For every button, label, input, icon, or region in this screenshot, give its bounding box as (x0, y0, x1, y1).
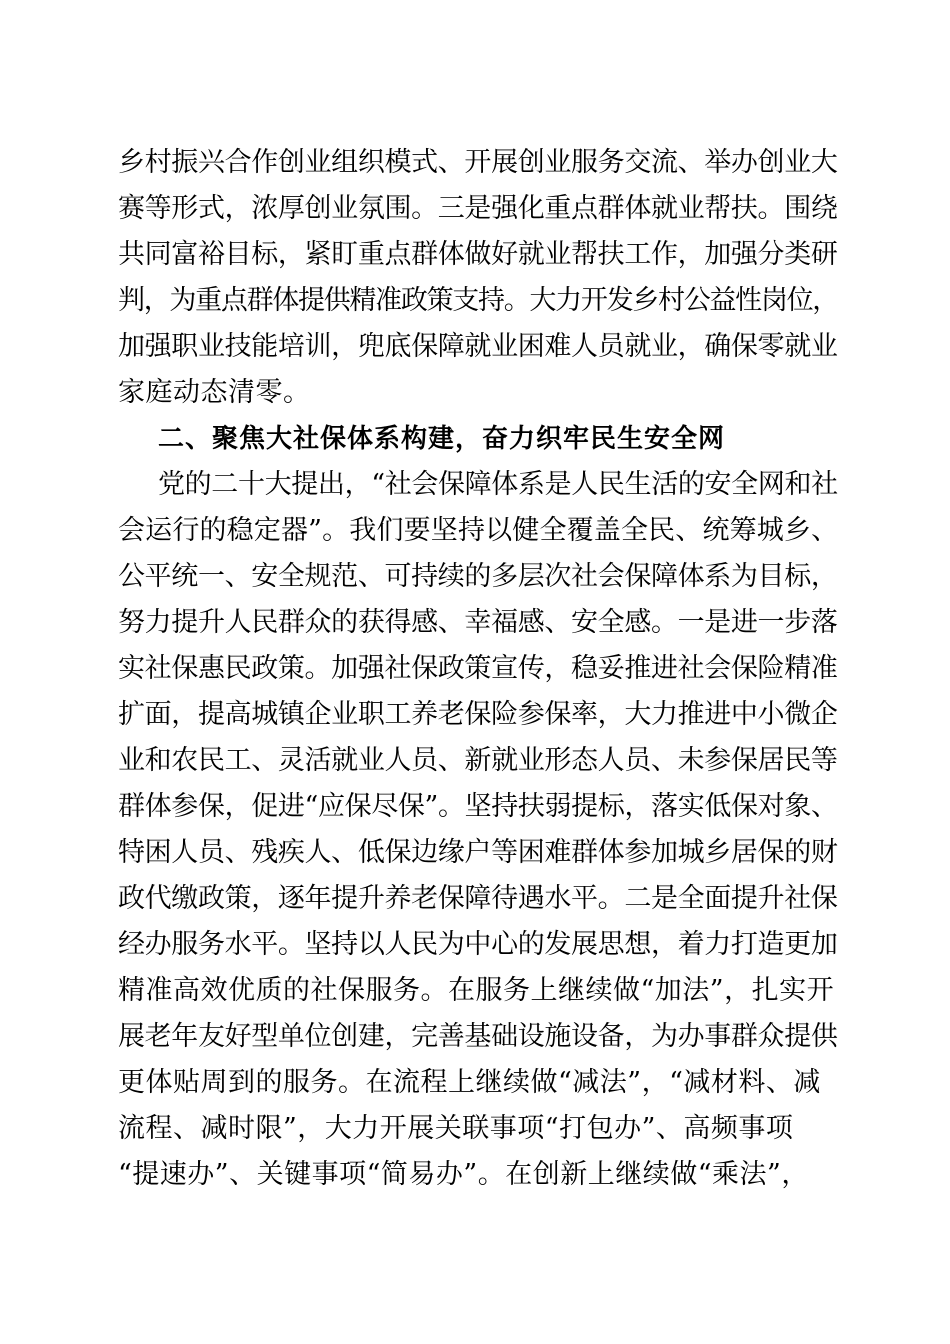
paragraph-line: 群体参保，促进“应保尽保”。坚持扶弱提标，落实低保对象、 (118, 791, 838, 822)
paragraph-line: 业和农民工、灵活就业人员、新就业形态人员、未参保居民等 (118, 745, 838, 776)
paragraph-line: 政代缴政策，逐年提升养老保障待遇水平。二是全面提升社保 (118, 883, 838, 914)
paragraph-line: 努力提升人民群众的获得感、幸福感、安全感。一是进一步落 (118, 607, 838, 638)
paragraph-line: 展老年友好型单位创建，完善基础设施设备，为办事群众提供 (118, 1021, 838, 1052)
paragraph-line: 特困人员、残疾人、低保边缘户等困难群体参加城乡居保的财 (118, 837, 838, 868)
paragraph-line: “提速办”、关键事项“简易办”。在创新上继续做“乘法”， (118, 1159, 809, 1190)
paragraph-line: 经办服务水平。坚持以人民为中心的发展思想，着力打造更加 (118, 929, 838, 960)
paragraph-line: 扩面，提高城镇企业职工养老保险参保率，大力推进中小微企 (118, 699, 838, 730)
paragraph-line: 公平统一、安全规范、可持续的多层次社会保障体系为目标， (118, 561, 838, 592)
paragraph-line: 更体贴周到的服务。在流程上继续做“减法”，“减材料、减 (118, 1067, 821, 1098)
paragraph-line: 党的二十大提出，“社会保障体系是人民生活的安全网和社 (158, 469, 838, 500)
paragraph-line: 家庭动态清零。 (118, 377, 311, 408)
paragraph-line: 乡村振兴合作创业组织模式、开展创业服务交流、举办创业大 (118, 147, 838, 178)
section-heading: 二、聚焦大社保体系构建，奋力织牢民生安全网 (158, 424, 726, 454)
paragraph-line: 精准高效优质的社保服务。在服务上继续做“加法”，扎实开 (118, 975, 835, 1006)
paragraph-line: 共同富裕目标，紧盯重点群体做好就业帮扶工作，加强分类研 (118, 239, 838, 270)
paragraph-line: 会运行的稳定器”。我们要坚持以健全覆盖全民、统筹城乡、 (118, 515, 839, 546)
paragraph-line: 实社保惠民政策。加强社保政策宣传，稳妥推进社会保险精准 (118, 653, 838, 684)
paragraph-line: 流程、减时限”，大力开展关联事项“打包办”、高频事项 (118, 1113, 794, 1144)
paragraph-line: 赛等形式，浓厚创业氛围。三是强化重点群体就业帮扶。围绕 (118, 193, 838, 224)
paragraph-line: 判，为重点群体提供精准政策支持。大力开发乡村公益性岗位， (118, 285, 838, 316)
paragraph-line: 加强职业技能培训，兜底保障就业困难人员就业，确保零就业 (118, 331, 838, 362)
